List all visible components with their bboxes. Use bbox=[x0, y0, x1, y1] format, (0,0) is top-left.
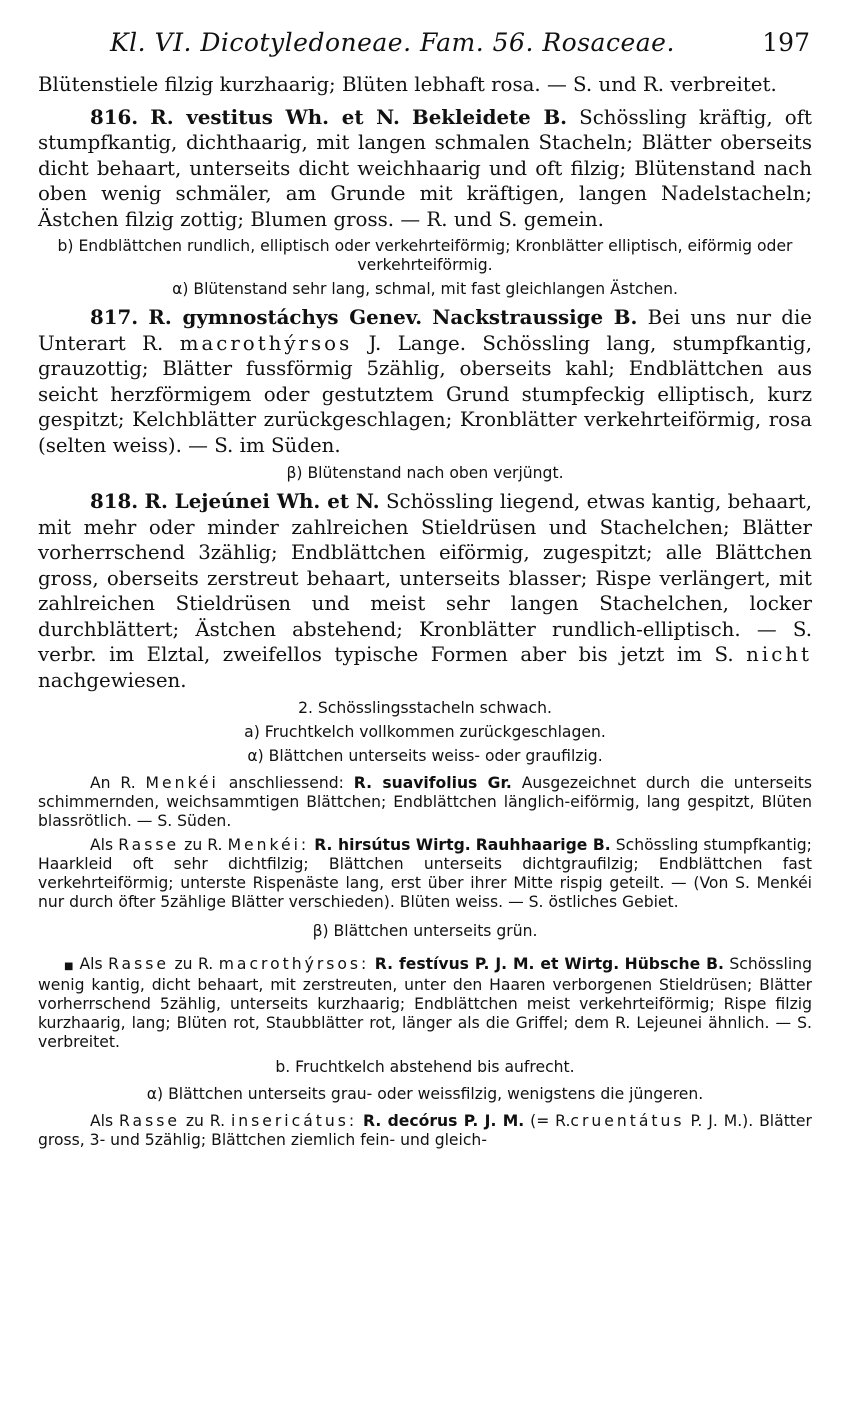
key-2: 2. Schösslingsstacheln schwach. bbox=[298, 699, 552, 717]
taxon-name: R. hirsútus Wirtg. bbox=[314, 836, 471, 854]
note-description: Schössling wenig kantig, dicht behaart, mit zerstreuten, unter den Haaren verborgenen Stieldrüsen; Blätter vorherrschend 5zählig, unterseits kurzhaarig; Endblättchen meist verkehrteiförmig; Rispe filzig kurzhaarig, lang; Blüten rot, Staubblätter rot, länger als die Griffel; dem R. Lejeunei ähnlich. — S. verbreitet. bbox=[38, 955, 812, 1051]
key-beta-2: β) Blättchen unterseits grün. bbox=[312, 922, 538, 940]
species-description: Bei uns nur die Unterart R. bbox=[38, 306, 812, 355]
taxon-name: R. suavifolius Gr. bbox=[353, 774, 512, 792]
species-number: 816. bbox=[90, 104, 139, 129]
spaced-word: nicht bbox=[746, 643, 812, 666]
running-header bbox=[38, 28, 812, 72]
species-description: Schössling kräftig, oft stumpfkantig, dichthaarig, mit langen schmalen Stacheln; Blätter oberseits dicht behaart, unterseits dicht weichhaarig und oft filzig; Blütenstand nach oben wenig schmäler, am Grunde mit kräftigen, langen Nadelstacheln; Ästchen filzig zottig; Blumen gross. — R. und S. gemein. bbox=[38, 105, 812, 231]
note-text: zu R. bbox=[184, 836, 223, 854]
common-name: Bekleidete B. bbox=[411, 104, 568, 129]
paragraph-continued: Blütenstiele filzig kurzhaarig; Blüten lebhaft rosa. — S. und R. verbreitet. bbox=[38, 73, 777, 96]
key-beta: β) Blütenstand nach oben verjüngt. bbox=[286, 464, 564, 482]
key-alpha: α) Blütenstand sehr lang, schmal, mit fast gleichlangen Ästchen. bbox=[172, 280, 678, 298]
species-name: R. Lejeúnei Wh. et N. bbox=[144, 489, 380, 513]
key-alpha-2: α) Blättchen unterseits weiss- oder graufilzig. bbox=[247, 747, 603, 765]
key-b-2: b. Fruchtkelch abstehend bis aufrecht. bbox=[275, 1058, 575, 1076]
taxon-name: R. decórus P. J. M. bbox=[363, 1112, 525, 1130]
bullet-icon: ■ bbox=[64, 961, 74, 972]
species-number: 817. bbox=[90, 305, 139, 329]
note-decorus bbox=[38, 1112, 812, 1150]
species-name: R. gymnostáchys Genev. bbox=[148, 305, 423, 329]
spaced-name: macrothýrsos bbox=[179, 331, 353, 355]
note-text: Als bbox=[79, 955, 103, 973]
note-description: Schössling stumpfkantig; Haarkleid oft sehr dichtfilzig; Blättchen unterseits dichtgraufilzig; Endblättchen fast verkehrteiförmig; unterste Rispenäste lang, erst über ihrer Mitte rispig geteilt. — (Von S. Menkéi nur durch öfter 5zählige Blätter verschieden). Blüten weiss. — S. östliches Gebiet. bbox=[38, 836, 812, 911]
common-name: Hübsche B. bbox=[624, 955, 724, 973]
spaced-word: Rasse bbox=[118, 836, 180, 854]
species-817 bbox=[38, 305, 812, 458]
page bbox=[38, 28, 812, 1150]
spaced-word: Rasse bbox=[108, 955, 169, 973]
key-a: a) Fruchtkelch vollkommen zurückgeschlagen. bbox=[244, 723, 606, 741]
page-number: 197 bbox=[762, 28, 810, 57]
species-816 bbox=[38, 105, 812, 233]
note-text: Als bbox=[90, 1112, 114, 1130]
note-hirsutus bbox=[38, 836, 812, 912]
spaced-name: insericátus: bbox=[230, 1112, 358, 1130]
spaced-name: cruentátus bbox=[570, 1112, 685, 1130]
note-text: anschliessend: bbox=[228, 774, 344, 792]
note-text: zu R. bbox=[174, 955, 214, 973]
synonym-text: P. J. M.). bbox=[690, 1112, 754, 1130]
note-description: Ausgezeichnet durch die unterseits schimmernden, weichsammtigen Blättchen; Endblättchen länglich-eiförmig, lang gespitzt, Blüten blassrötlich. — S. Süden. bbox=[38, 774, 812, 830]
key-alpha-3: α) Blättchen unterseits grau- oder weissfilzig, wenigstens die jüngeren. bbox=[146, 1085, 704, 1103]
taxon-name: R. festívus P. J. M. et Wirtg. bbox=[374, 955, 620, 973]
key-b: b) Endblättchen rundlich, elliptisch oder verkehrteiförmig; Kronblätter elliptisch, eiförmig oder verkehrteiförmig. bbox=[57, 237, 793, 274]
note-text: An R. bbox=[90, 774, 136, 792]
note-text: Als bbox=[90, 836, 114, 854]
note-festivus bbox=[38, 955, 812, 1052]
note-suavifolius bbox=[38, 774, 812, 831]
common-name: Rauhhaarige B. bbox=[475, 836, 611, 854]
spaced-name: macrothýrsos: bbox=[218, 955, 370, 973]
running-title: Kl. VI. Dicotyledoneae. Fam. 56. Rosaceae. bbox=[110, 28, 675, 57]
common-name: Nackstraussige B. bbox=[432, 305, 638, 329]
species-description-cont: nachgewiesen. bbox=[38, 668, 187, 692]
species-818 bbox=[38, 489, 812, 693]
note-description: Blätter gross, 3- und 5zählig; Blättchen ziemlich fein- und gleich- bbox=[38, 1112, 812, 1149]
species-description: Schössling liegend, etwas kantig, behaart, mit mehr oder minder zahlreichen Stieldrüsen und Stachelchen; Blätter vorherrschend 3zählig; Endblättchen eiförmig, zugespitzt; alle Blättchen gross, oberseits zerstreut behaart, unterseits blasser; Rispe verlängert, mit zahlreichen Stieldrüsen und meist sehr langen Stachelchen, locker durchblättert; Ästchen abstehend; Kronblätter rundlich-elliptisch. — S. verbr. im Elztal, zweifellos typische Formen aber bis jetzt im S. bbox=[38, 490, 812, 666]
species-number: 818. bbox=[90, 489, 139, 513]
spaced-word: Rasse bbox=[119, 1112, 180, 1130]
species-name: R. vestitus Wh. et N. bbox=[150, 104, 400, 129]
spaced-name: Menkéi: bbox=[227, 836, 310, 854]
species-description-cont: J. Lange. Schössling lang, stumpfkantig, grauzottig; Blätter fussförmig 5zählig, oberseits kahl; Endblättchen aus seicht herzförmigem oder gestutztem Grund stumpfeckig elliptisch, kurz gespitzt; Kelchblätter zurückgeschlagen; Kronblätter verkehrteiförmig, rosa (selten weiss). — S. im Süden. bbox=[38, 331, 812, 457]
spaced-name: Menkéi bbox=[145, 774, 219, 792]
synonym-text: (= R. bbox=[530, 1112, 571, 1130]
note-text: zu R. bbox=[185, 1112, 226, 1130]
